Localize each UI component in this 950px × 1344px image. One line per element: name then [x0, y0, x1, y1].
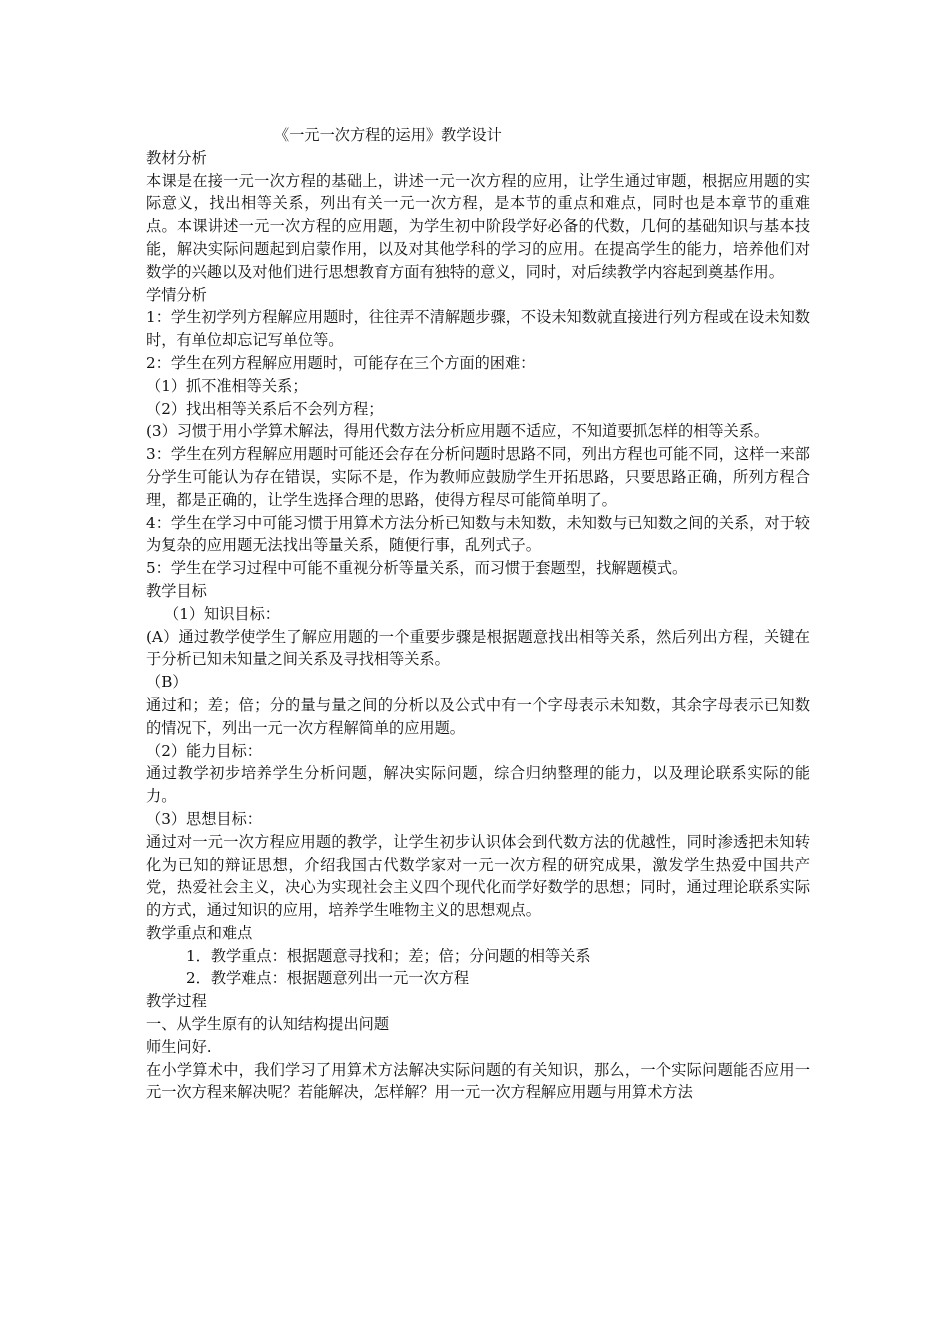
list-item-difficulty-3: (3）习惯于用小学算术解法，得用代数方法分析应用题不适应，不知道要抓怎样的相等关系。 [146, 422, 770, 441]
list-item-difficulty-2: （2）找出相等关系后不会列方程； [146, 399, 384, 418]
paragraph-students-5: 5：学生在学习过程中可能不重视分析等量关系，而习惯于套题型，找解题模式。 [146, 559, 688, 578]
paragraph-textbook-analysis: 本课是在接一元一次方程的基础上，讲述一元一次方程的应用，让学生通过审题，根据应用题的实际意义，找出相等关系，列出有关一元一次方程，是本节的重点和难点，同时也是本章节的重难点。本课讲述一元一次方程的应用题，为学生初中阶段学好必备的代数，几何的基础知识与基本技能，解决实际问题起到启蒙作用，以及对其他学科的学习的应用。在提高学生的能力，培养他们对数学的兴趣以及对他们进行思想教育方面有独特的意义，同时，对后续教学内容起到奠基作用。 [146, 171, 810, 281]
section-heading-goals: 教学目标 [146, 581, 207, 600]
goal-knowledge-a: (A）通过教学使学生了解应用题的一个重要步骤是根据题意找出相等关系，然后列出方程，关键在于分析已知未知量之间关系及寻找相等关系。 [146, 627, 810, 669]
keypoint-difficulty: 2．教学难点：根据题意列出一元一次方程 [186, 969, 470, 988]
goal-knowledge-label: （1）知识目标： [164, 604, 280, 623]
keypoint-focus: 1．教学重点：根据题意寻找和；差；倍；分问题的相等关系 [186, 946, 591, 965]
process-intro: 在小学算术中，我们学习了用算术方法解决实际问题的有关知识，那么，一个实际问题能否应用一元一次方程来解决呢？若能解决，怎样解？用一元一次方程解应用题与用算术方法 [146, 1060, 810, 1102]
goal-ability-label: （2）能力目标： [146, 741, 262, 760]
goal-thought: 通过对一元一次方程应用题的教学，让学生初步认识体会到代数方法的优越性，同时渗透把未知转化为已知的辩证思想，介绍我国古代数学家对一元一次方程的研究成果，激发学生热爱中国共产党，热爱社会主义，决心为实现社会主义四个现代化而学好数学的思想；同时，通过理论联系实际的方式，通过知识的应用，培养学生唯物主义的思想观点。 [146, 832, 810, 920]
section-heading-keypoints: 教学重点和难点 [146, 923, 253, 942]
document-title: 《一元一次方程的运用》教学设计 [274, 126, 502, 144]
goal-thought-label: （3）思想目标： [146, 809, 262, 828]
goal-knowledge-b: 通过和；差；倍；分的量与量之间的分析以及公式中有一个字母表示未知数，其余字母表示已知数的情况下，列出一元一次方程解简单的应用题。 [146, 695, 810, 737]
paragraph-students-3: 3：学生在列方程解应用题时可能还会存在分析问题时思路不同，列出方程也可能不同，这样一来部分学生可能认为存在错误，实际不是，作为教师应鼓励学生开拓思路，只要思路正确，所列方程合理，都是正确的，让学生选择合理的思路，使得方程尽可能简单明了。 [146, 445, 810, 509]
goal-knowledge-b-label: （B） [146, 673, 188, 692]
goal-ability: 通过教学初步培养学生分析问题，解决实际问题，综合归纳整理的能力，以及理论联系实际的能力。 [146, 764, 810, 806]
section-heading-process: 教学过程 [146, 992, 207, 1011]
paragraph-students-4: 4：学生在学习中可能习惯于用算术方法分析已知数与未知数，未知数与已知数之间的关系，对于较为复杂的应用题无法找出等量关系，随便行事，乱列式子。 [146, 513, 810, 555]
section-heading-students: 学情分析 [146, 285, 207, 304]
document-page [146, 124, 810, 1104]
process-step-1: 一、从学生原有的认知结构提出问题 [146, 1015, 389, 1034]
section-heading-textbook: 教材分析 [146, 148, 207, 167]
paragraph-students-1: 1：学生初学列方程解应用题时，往往弄不清解题步骤，不设未知数就直接进行列方程或在设未知数时，有单位却忘记写单位等。 [146, 308, 810, 350]
list-item-difficulty-1: （1）抓不准相等关系； [146, 376, 308, 395]
process-greeting: 师生问好. [146, 1037, 212, 1056]
paragraph-students-2: 2：学生在列方程解应用题时，可能存在三个方面的困难： [146, 353, 536, 372]
